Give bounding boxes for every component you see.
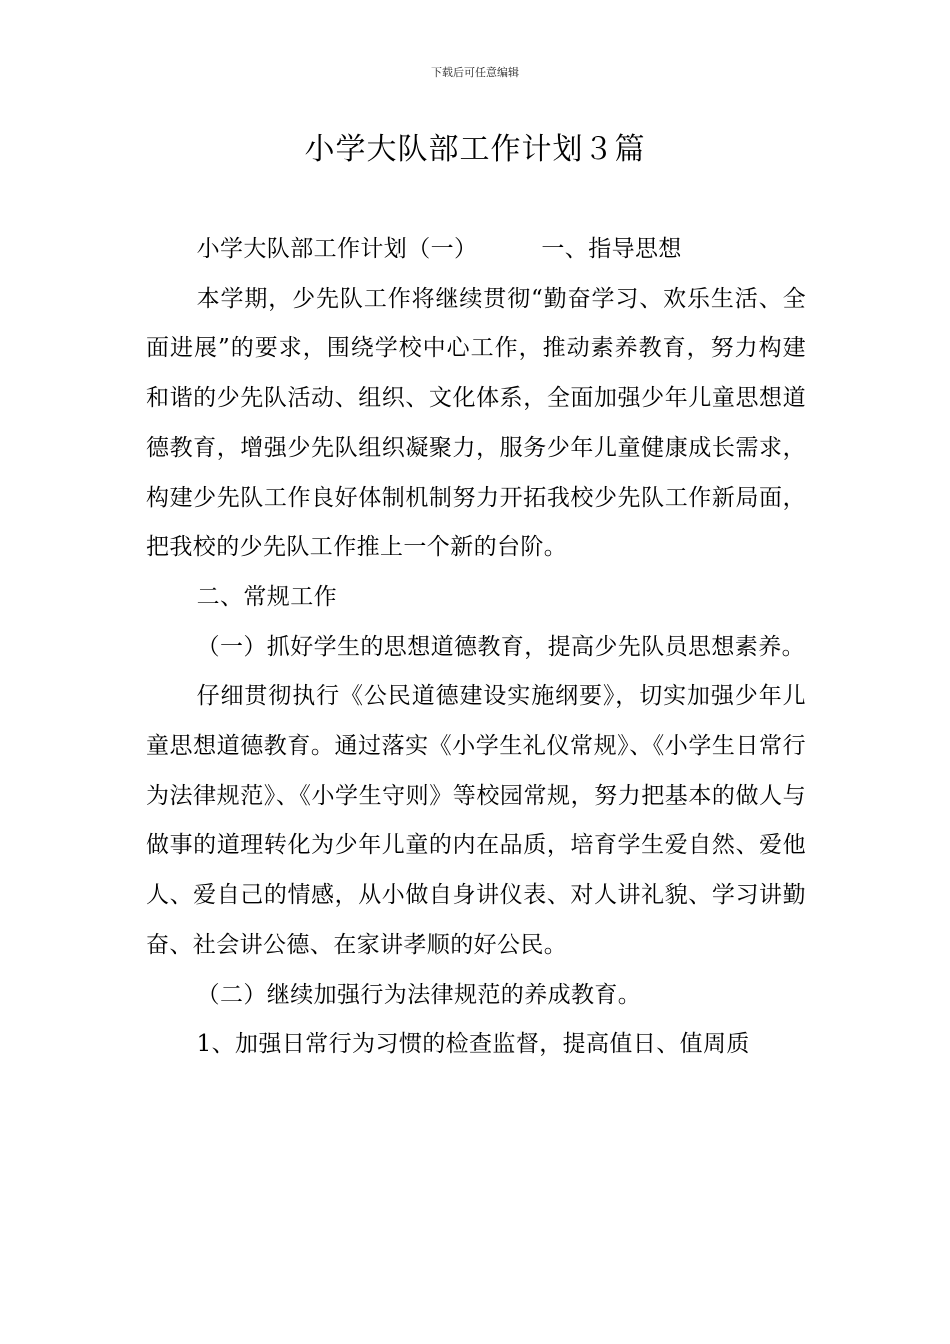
document-title: 小学大队部工作计划３篇 [304,132,646,167]
part-heading: 小学大队部工作计划（一） [196,236,478,262]
paragraph: 本学期，少先队工作将继续贯彻“勤奋学习、欢乐生活、全面进展”的要求，围绕学校中心工作，推动素养教育，努力构建和谐的少先队活动、组织、文化体系，全面加强少年儿童思想道德教育，增强少先队组织凝聚力，服务少年儿童健康成长需求，构建少先队工作良好体制机制努力开拓我校少先队工作新局面，把我校的少先队工作推上一个新的台阶。 [146,285,806,561]
section-heading: 一、指导思想 [541,236,682,262]
paragraph: 仔细贯彻执行《公民道德建设实施纲要》，切实加强少年儿童思想道德教育。通过落实《小学生礼仪常规》、《小学生日常行为法律规范》、《小学生守则》等校园常规，努力把基本的做人与做事的道理转化为少年儿童的内在品质，培育学生爱自然、爱他人、爱自己的情感，从小做自身讲仪表、对人讲礼貌、学习讲勤奋、社会讲公德、在家讲孝顺的好公民。 [146,683,806,958]
part-heading-line [146,225,806,275]
paragraph: （二）继续加强行为法律规范的养成教育。 [196,981,642,1008]
paragraph: （一）抓好学生的思想道德教育，提高少先队员思想素养。 [196,633,805,660]
document-body [146,225,806,1070]
header-note: 下载后可任意编辑 [431,66,519,79]
paragraph: 二、常规工作 [196,583,337,610]
paragraph: 1、加强日常行为习惯的检查监督，提高值日、值周质 [196,1031,750,1058]
